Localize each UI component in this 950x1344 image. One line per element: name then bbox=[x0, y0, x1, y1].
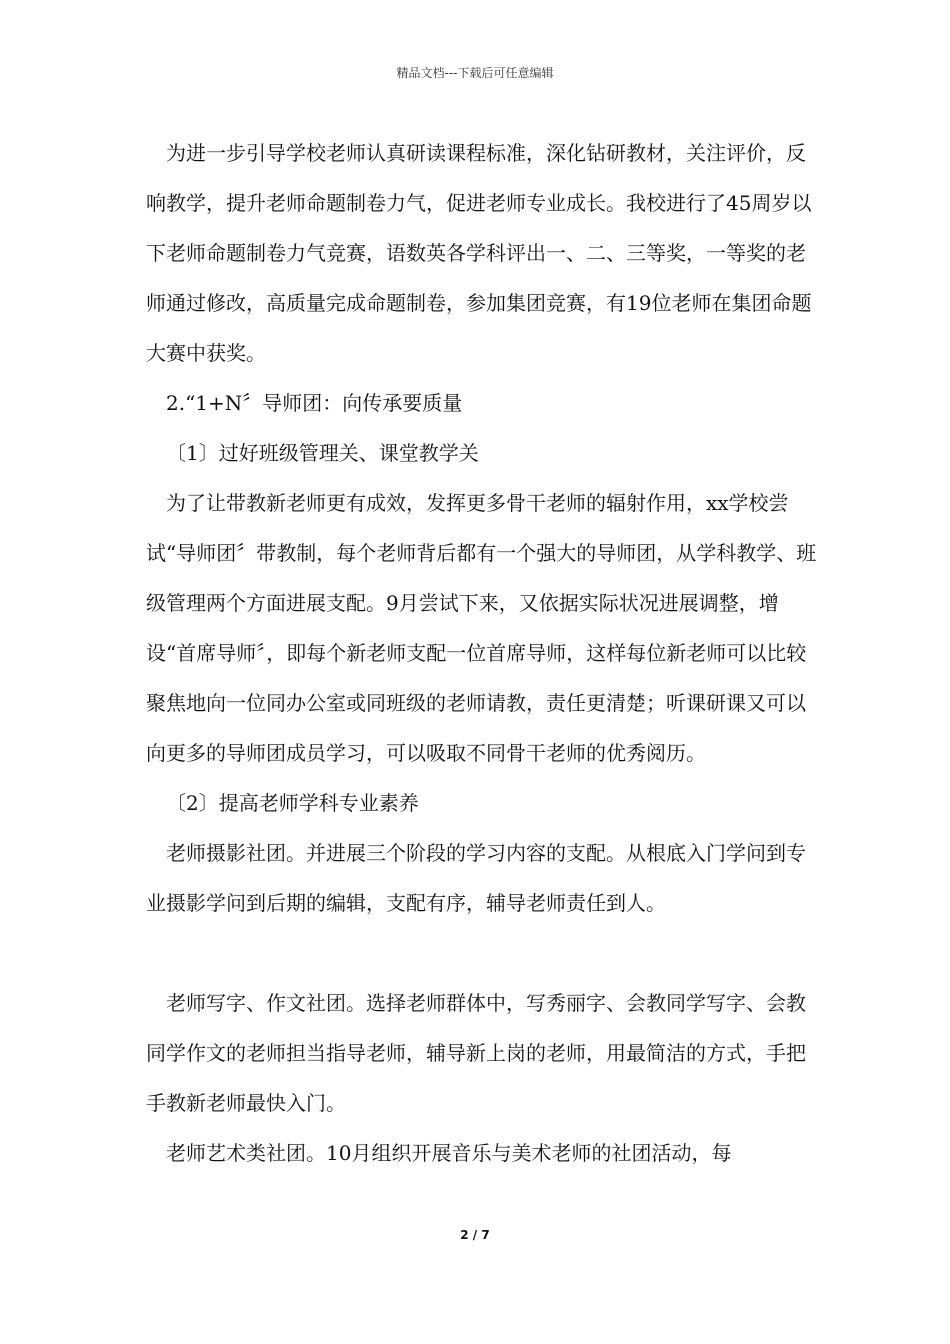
paragraph: 老师写字、作文社团。选择老师群体中，写秀丽字、会教同学写字、会教同学作文的老师担当指导老师，辅导新上岗的老师，用最简洁的方式，手把手教新老师最快入门。 bbox=[146, 991, 806, 1115]
blank-line bbox=[146, 928, 822, 978]
paragraph: 为进一步引导学校老师认真研读课程标准，深化钻研教材，关注评价，反响教学，提升老师命题制卷力气，促进老师专业成长。我校进行了45周岁以下老师命题制卷力气竞赛，语数英各学科评出一、二、三等奖，一等奖的老师通过修改，高质量完成命题制卷，参加集团竞赛，有19位老师在集团命题大赛中获奖。 bbox=[146, 141, 812, 365]
page-header: 精品文档---下载后可任意编辑 bbox=[396, 66, 554, 80]
subsection-heading: 〔2〕提高老师学科专业素养 bbox=[166, 791, 419, 815]
paragraph: 老师艺术类社团。10月组织开展音乐与美术老师的社团活动，每 bbox=[166, 1141, 732, 1165]
document-body bbox=[146, 128, 822, 1178]
section-heading: 2.“1+N〞导师团：向传承要质量 bbox=[166, 391, 463, 415]
paragraph: 为了让带教新老师更有成效，发挥更多骨干老师的辐射作用，xx学校尝试“导师团〞带教制，每个老师背后都有一个强大的导师团，从学科教学、班级管理两个方面进展支配。9月尝试下来，又依据实际状况进展调整，增设“首席导师〞，即每个新老师支配一位首席导师，这样每位新老师可以比较聚焦地向一位同办公室或同班级的老师请教，责任更清楚；听课研课又可以向更多的导师团成员学习，可以吸取不同骨干老师的优秀阅历。 bbox=[146, 491, 817, 765]
page-number: 2 / 7 bbox=[460, 1228, 490, 1242]
subsection-heading: 〔1〕过好班级管理关、课堂教学关 bbox=[166, 441, 479, 465]
paragraph: 老师摄影社团。并进展三个阶段的学习内容的支配。从根底入门学问到专业摄影学问到后期的编辑，支配有序，辅导老师责任到人。 bbox=[146, 841, 806, 915]
